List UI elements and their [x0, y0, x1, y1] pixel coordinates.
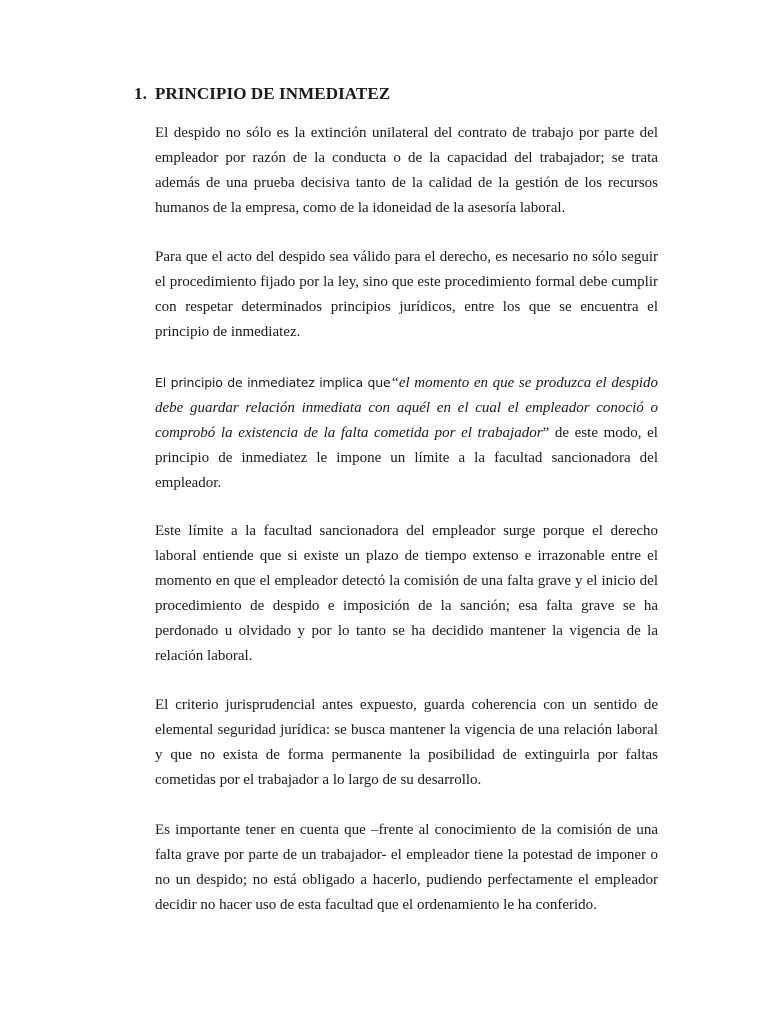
paragraph-1: El despido no sólo es la extinción unilateral del contrato de trabajo por parte del empleador por razón de la conducta o de la capacidad del trabajador; se trata además de una prueba decisiva tanto de la calidad de la gestión de los recursos humanos de la empresa, como de la idoneidad de la asesoría laboral.: [155, 125, 658, 216]
section-heading: [134, 84, 390, 104]
section-number: 1.: [134, 84, 147, 103]
open-quote: “: [390, 375, 399, 391]
paragraph-3-lead: El principio de inmediatez implica que: [155, 375, 391, 390]
paragraph-4: Este límite a la facultad sancionadora del empleador surge porque el derecho laboral entiende que si existe un plazo de tiempo extenso e irrazonable entre el momento en que el empleador detectó la comisión de una falta grave y el inicio del procedimiento de despido e imposición de la sanción; esa falta grave se ha perdonado u olvidado y por lo tanto se ha decidido mantener la vigencia de la relación laboral.: [155, 523, 658, 664]
section-title: PRINCIPIO DE INMEDIATEZ: [154, 84, 391, 103]
paragraph-5: El criterio jurisprudencial antes expuesto, guarda coherencia con un sentido de elemental seguridad jurídica: se busca mantener la vigencia de una relación laboral y que no exista de forma permanente la posibilidad de extinguirla por faltas cometidas por el trabajador a lo largo de su desarrollo.: [155, 697, 658, 788]
close-quote: ”: [542, 425, 550, 441]
paragraph-2: Para que el acto del despido sea válido para el derecho, es necesario no sólo seguir el procedimiento fijado por la ley, sino que este procedimiento formal debe cumplir con respetar determinados principios jurídicos, entre los que se encuentra el principio de inmediatez.: [155, 249, 658, 340]
paragraph-3-tail: de este modo, el principio de inmediatez le impone un límite a la facultad sancionadora del empleador.: [155, 425, 658, 491]
paragraph-3-quote: el momento en que se produzca el despido debe guardar relación inmediata con aquél en el cual el empleador conoció o comprobó la existencia de la falta cometida por el trabajador: [155, 375, 658, 441]
paragraph-6: Es importante tener en cuenta que –frente al conocimiento de la comisión de una falta grave por parte de un trabajador- el empleador tiene la potestad de imponer o no un despido; no está obligado a hacerlo, pudiendo perfectamente el empleador decidir no hacer uso de esta facultad que el ordenamiento le ha conferido.: [155, 822, 658, 913]
paragraph-3: [155, 370, 658, 496]
